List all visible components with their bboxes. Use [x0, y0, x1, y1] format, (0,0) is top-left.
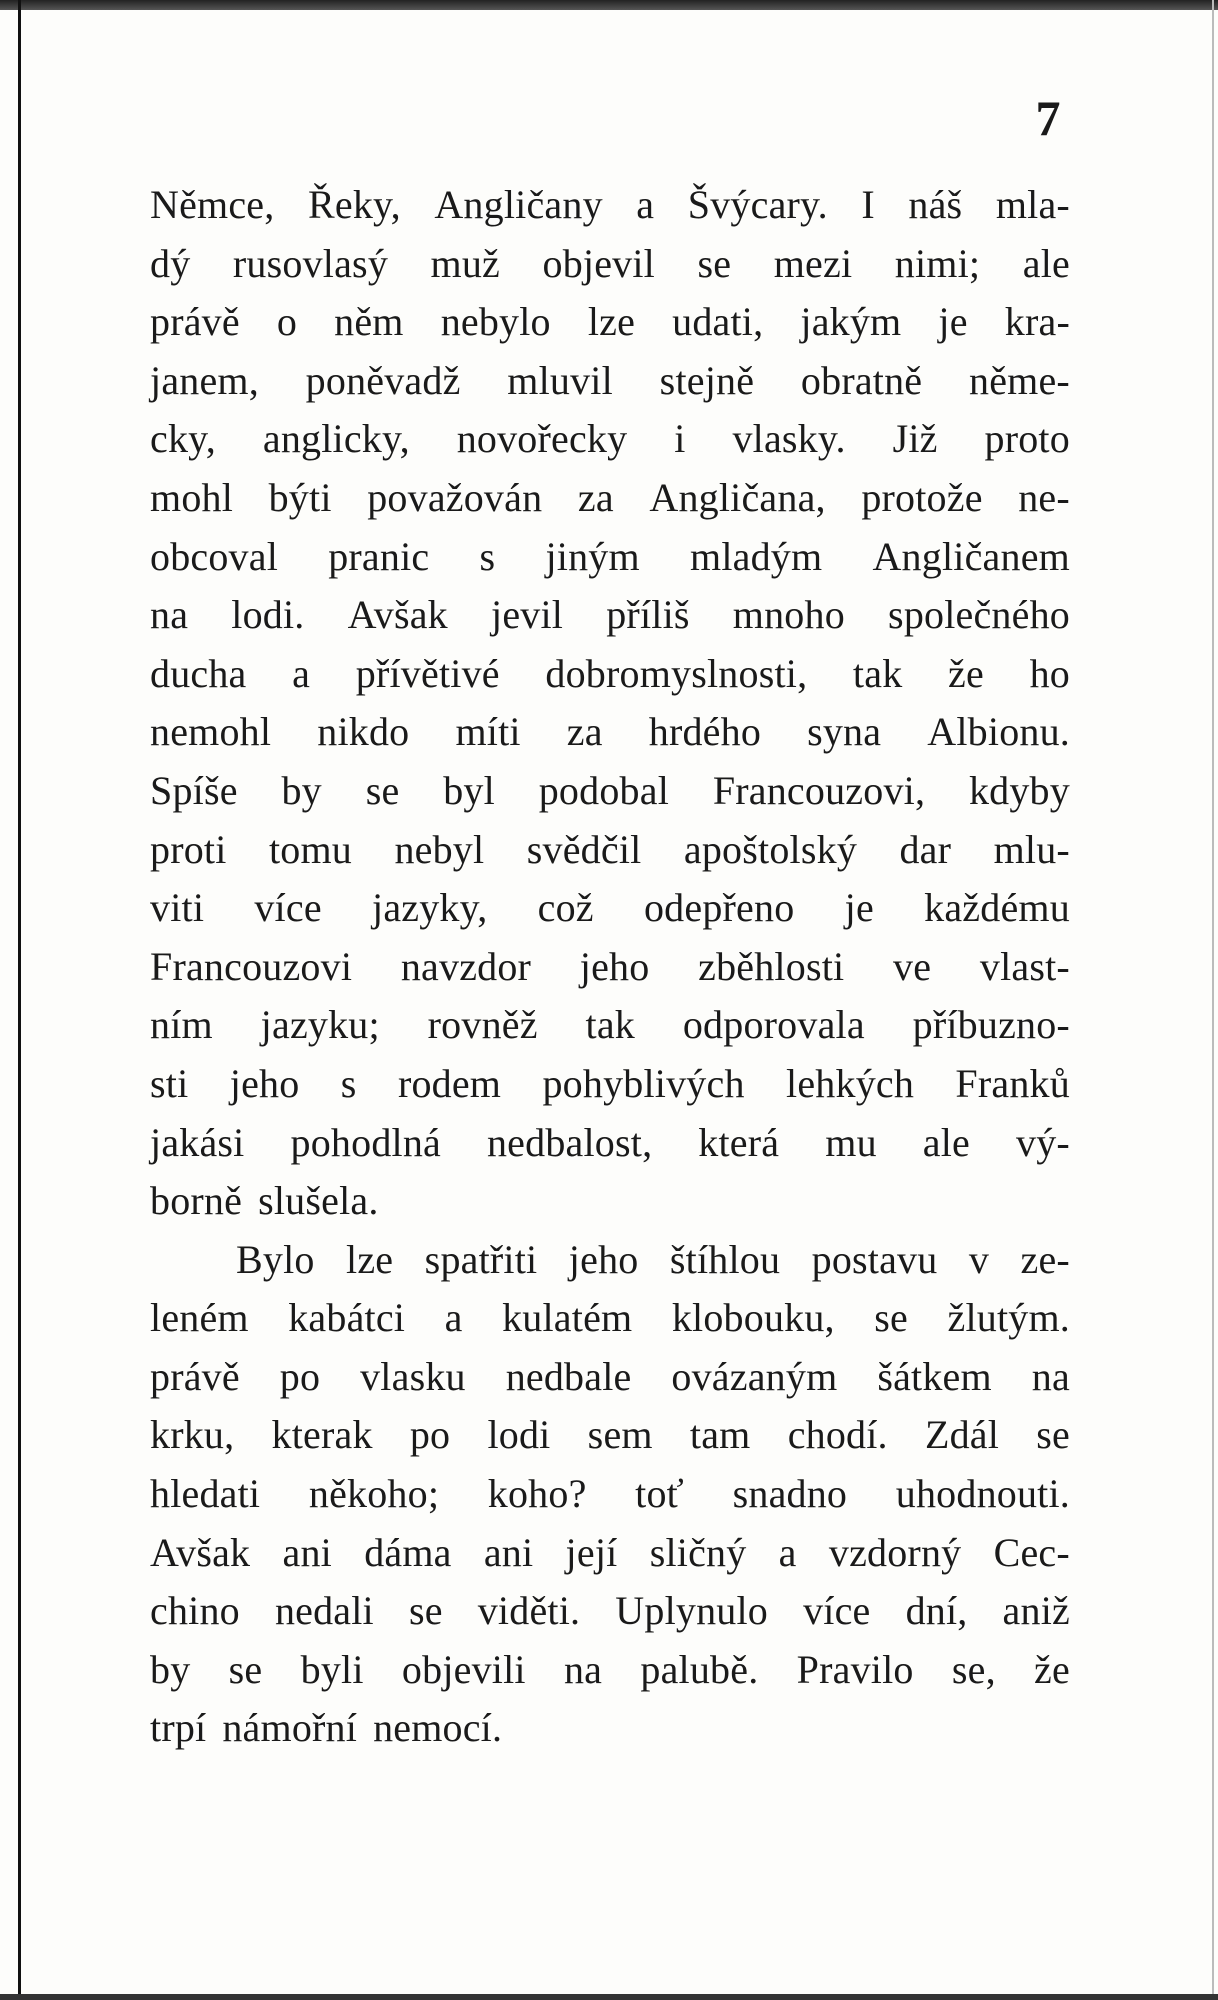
text-line: proti tomu nebyl svědčil apoštolský dar mlu-	[150, 826, 1070, 872]
text-line: Bylo lze spatřiti jeho štíhlou postavu v ze-	[236, 1236, 1070, 1282]
text-line: viti více jazyky, což odepřeno je každému	[150, 885, 1070, 931]
text-line: borně slušela.	[150, 1178, 379, 1224]
scan-edge-bottom	[0, 1994, 1218, 2000]
text-line: hledati někoho; koho? toť snadno uhodnouti.	[150, 1471, 1070, 1517]
text-line: na lodi. Avšak jevil příliš mnoho společného	[150, 592, 1070, 638]
text-line: janem, poněvadž mluvil stejně obratně něme-	[150, 357, 1070, 403]
text-line: sti jeho s rodem pohyblivých lehkých Franků	[150, 1060, 1070, 1106]
text-line: Avšak ani dáma ani její sličný a vzdorný Cec-	[150, 1529, 1070, 1575]
text-line: nemohl nikdo míti za hrdého syna Albionu.	[150, 709, 1070, 755]
page-number: 7	[1035, 90, 1061, 146]
text-line: cky, anglicky, novořecky i vlasky. Již proto	[150, 416, 1070, 462]
scan-edge-top	[0, 0, 1218, 10]
text-line: dý rusovlasý muž objevil se mezi nimi; ale	[150, 240, 1070, 286]
text-line: trpí námořní nemocí.	[150, 1705, 503, 1751]
text-line: obcoval pranic s jiným mladým Angličanem	[150, 533, 1070, 579]
scan-edge-left	[18, 0, 21, 2000]
text-line: krku, kterak po lodi sem tam chodí. Zdál se	[150, 1412, 1070, 1458]
text-line: právě o něm nebylo lze udati, jakým je kra-	[150, 299, 1070, 345]
text-line: ním jazyku; rovněž tak odporovala příbuzno-	[150, 1002, 1070, 1048]
text-line: Němce, Řeky, Angličany a Švýcary. I náš mla-	[150, 182, 1070, 227]
text-line: by se byli objevili na palubě. Pravilo se, že	[150, 1646, 1070, 1692]
text-line: Francouzovi navzdor jeho zběhlosti ve vlast-	[150, 943, 1070, 989]
text-line: mohl býti považován za Angličana, protože ne-	[150, 474, 1070, 520]
body-text	[150, 176, 1070, 1758]
text-line: chino nedali se viděti. Uplynulo více dní, aniž	[150, 1588, 1070, 1634]
text-line: ducha a přívětivé dobromyslnosti, tak že ho	[150, 650, 1070, 696]
scan-edge-right	[1212, 0, 1214, 2000]
text-line: jakási pohodlná nedbalost, která mu ale vý-	[150, 1119, 1070, 1165]
text-line: právě po vlasku nedbale ovázaným šátkem na	[150, 1353, 1070, 1399]
text-line: Spíše by se byl podobal Francouzovi, kdyby	[150, 767, 1070, 813]
text-line: leném kabátci a kulatém klobouku, se žlutým.	[150, 1295, 1070, 1341]
